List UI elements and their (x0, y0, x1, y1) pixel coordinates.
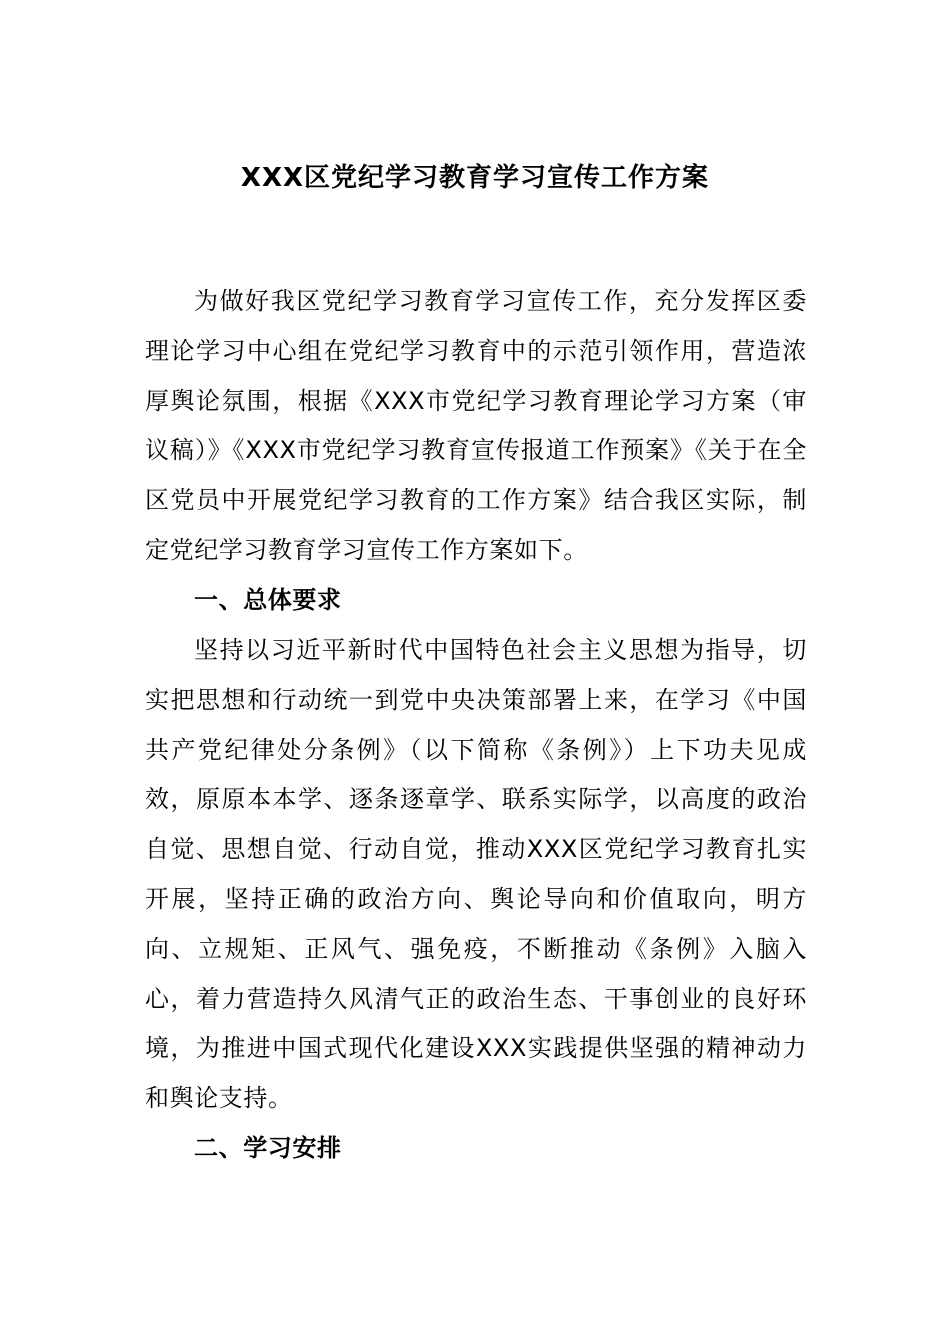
section-heading-general-requirements: 一、总体要求 (194, 586, 342, 614)
document-title: XXX区党纪学习教育学习宣传工作方案 (240, 163, 710, 193)
intro-paragraph: 为做好我区党纪学习教育学习宣传工作，充分发挥区委理论学习中心组在党纪学习教育中的示范引领作用，营造浓厚舆论氛围，根据《XXX市党纪学习教育理论学习方案（审议稿）》《XXX市党纪学习教育宣传报道工作预案》《关于在全区党员中开展党纪学习教育的工作方案》结合我区实际，制定党纪学习教育学习宣传工作方案如下。 (145, 287, 807, 564)
section-heading-study-arrangement: 二、学习安排 (194, 1134, 342, 1162)
section-paragraph-general-requirements: 坚持以习近平新时代中国特色社会主义思想为指导，切实把思想和行动统一到党中央决策部署上来，在学习《中国共产党纪律处分条例》（以下简称《条例》）上下功夫见成效，原原本本学、逐条逐章学、联系实际学，以高度的政治自觉、思想自觉、行动自觉，推动XXX区党纪学习教育扎实开展，坚持正确的政治方向、舆论导向和价值取向，明方向、立规矩、正风气、强免疫，不断推动《条例》入脑入心，着力营造持久风清气正的政治生态、干事创业的良好环境，为推进中国式现代化建设XXX实践提供坚强的精神动力和舆论支持。 (145, 636, 807, 1113)
